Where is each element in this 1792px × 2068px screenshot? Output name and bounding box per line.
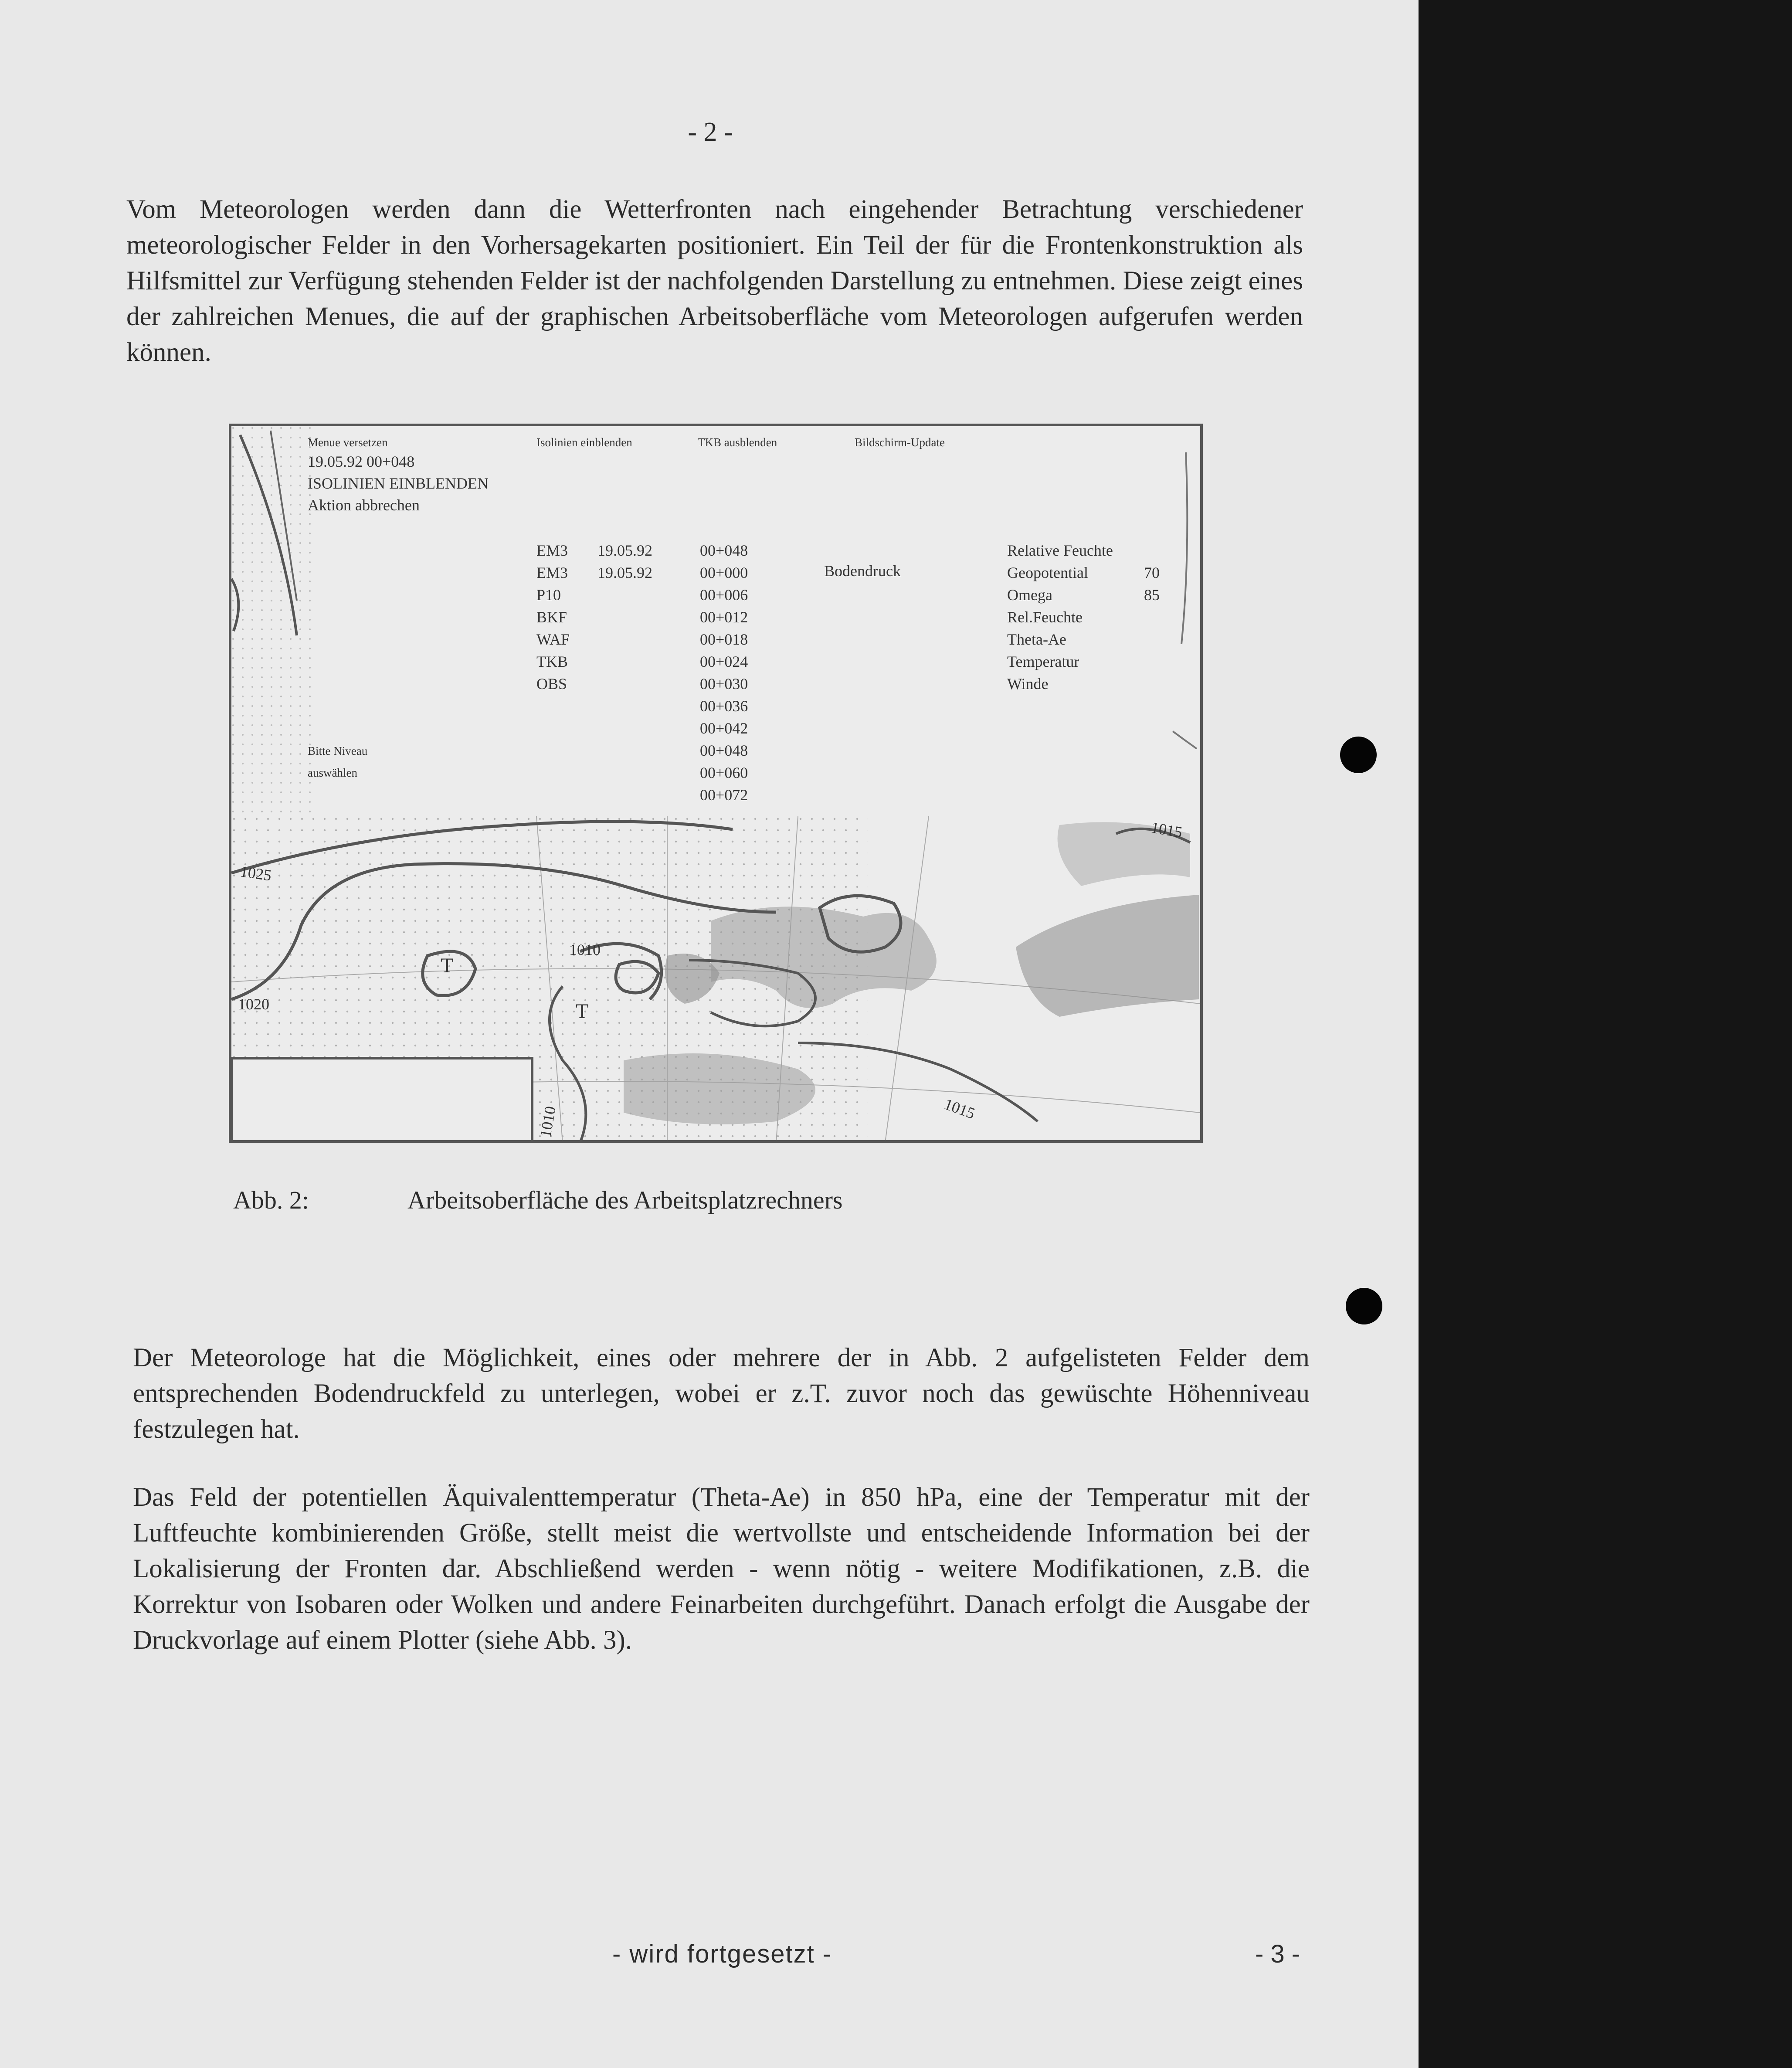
model-list	[536, 540, 570, 695]
forecast-time-option[interactable]: 00+072	[700, 786, 748, 804]
field-option[interactable]: Rel.Feuchte	[1007, 608, 1083, 626]
binder-background	[1419, 0, 1792, 2068]
land-mass-east	[1016, 895, 1199, 1017]
field-surface-pressure-option[interactable]: Bodendruck	[824, 562, 901, 580]
model-option[interactable]: EM3	[536, 564, 568, 581]
field-option[interactable]: Omega	[1007, 586, 1052, 604]
paragraph-fields: Der Meteorologe hat die Möglichkeit, eines oder mehrere der in Abb. 2 aufgelisteten Felder dem entsprechenden Bodendruckfeld zu unterlegen, wobei er z.T. zuvor noch das gewüschte Höhenniveau festzulegen hat.	[133, 1343, 1310, 1444]
figure-caption-label: Abb. 2:	[233, 1186, 309, 1214]
level-list	[1134, 562, 1160, 606]
cancel-action-button[interactable]: Aktion abbrechen	[308, 496, 420, 514]
field-list	[1007, 540, 1113, 695]
menu-panel	[231, 426, 1200, 816]
forecast-time-option[interactable]: 00+006	[700, 586, 748, 604]
forecast-time-option[interactable]: 00+018	[700, 631, 748, 648]
punch-hole	[1346, 1288, 1382, 1324]
field-option[interactable]: Temperatur	[1007, 653, 1079, 670]
date-list	[597, 540, 652, 584]
punch-hole	[1340, 737, 1377, 773]
date-option[interactable]: 19.05.92	[597, 564, 652, 581]
date-option[interactable]: 19.05.92	[597, 542, 652, 559]
field-option[interactable]: Theta-Ae	[1007, 631, 1066, 648]
status-action: ISOLINIEN EINBLENDEN	[308, 475, 489, 492]
model-option[interactable]: BKF	[536, 608, 567, 626]
forecast-time-list	[700, 540, 748, 806]
isobar-label-1015-northeast: 1015	[1150, 818, 1184, 841]
prompt-line-1: Bitte Niveau	[308, 744, 368, 757]
tkb-hide-button[interactable]: TKB ausblenden	[698, 436, 777, 449]
weather-map[interactable]	[231, 816, 1200, 1143]
paragraph-intro: Vom Meteorologen werden dann die Wetterfronten nach eingehender Betrachtung verschiedener meteorologischer Felder in den Vorhersagekarten positioniert. Ein Teil der für die Frontenkonstruktion als Hilfsmittel zur Verfügung stehenden Felder ist der nachfolgenden Darstellung zu entnehmen. Diese zeigt eines der zahlreichen Menues, die auf der graphischen Arbeitsoberfläche vom Meteorologen aufgerufen werden können.	[126, 195, 1303, 367]
model-option[interactable]: WAF	[536, 631, 570, 648]
isobar-label-1010-southwest: 1010	[536, 1105, 559, 1139]
forecast-time-option[interactable]: 00+012	[700, 608, 748, 626]
footer-continued: - wird fortgesetzt -	[612, 1940, 832, 1968]
status-datetime: 19.05.92 00+048	[308, 453, 415, 470]
menu-move-button[interactable]: Menue versetzen	[308, 436, 388, 449]
isolines-show-button[interactable]: Isolinien einblenden	[536, 436, 632, 449]
low-pressure-symbol: T	[576, 1000, 589, 1023]
map-graphic	[231, 816, 1200, 1143]
forecast-time-option[interactable]: 00+000	[700, 564, 748, 581]
figure-workstation-screen	[229, 424, 1203, 1143]
legend-box	[231, 1058, 532, 1143]
forecast-time-option[interactable]: 00+048	[700, 742, 748, 759]
forecast-time-option[interactable]: 00+036	[700, 697, 748, 715]
low-pressure-symbol: T	[441, 954, 454, 977]
page-number-top: - 2 -	[688, 117, 733, 147]
isobar-label-1010: 1010	[569, 941, 601, 958]
footer-next-page: - 3 -	[1255, 1940, 1300, 1968]
figure-caption-text: Arbeitsoberfläche des Arbeitsplatzrechners	[407, 1186, 843, 1214]
level-option[interactable]: 70	[1144, 564, 1160, 581]
model-option[interactable]: TKB	[536, 653, 568, 670]
isobar-label-1020: 1020	[238, 995, 269, 1013]
level-option[interactable]: 85	[1144, 586, 1160, 604]
field-option[interactable]: Geopotential	[1007, 564, 1088, 581]
forecast-time-option[interactable]: 00+042	[700, 720, 748, 737]
forecast-time-option[interactable]: 00+030	[700, 675, 748, 693]
model-option[interactable]: OBS	[536, 675, 567, 693]
isobar-label-1025: 1025	[239, 863, 273, 884]
screen-update-button[interactable]: Bildschirm-Update	[855, 436, 945, 449]
forecast-time-option[interactable]: 00+048	[700, 542, 748, 559]
field-option[interactable]: Relative Feuchte	[1007, 542, 1113, 559]
forecast-time-option[interactable]: 00+024	[700, 653, 748, 670]
paragraph-theta-ae: Das Feld der potentiellen Äquivalenttemperatur (Theta-Ae) in 850 hPa, eine der Temperatur mit der Luftfeuchte kombinierenden Größe, stellt meist die wertvollste und entscheidende Information bei der Lokalisierung der Fronten dar. Abschließend werden - wenn nötig - weitere Modifikationen, z.B. die Korrektur von Isobaren oder Wolken und andere Feinarbeiten durchgeführt. Danach erfolgt die Ausgabe der Druckvorlage auf einem Plotter (siehe Abb. 3).	[133, 1483, 1310, 1655]
prompt-line-2: auswählen	[308, 766, 357, 779]
model-option[interactable]: EM3	[536, 542, 568, 559]
field-option[interactable]: Winde	[1007, 675, 1049, 693]
forecast-time-option[interactable]: 00+060	[700, 764, 748, 781]
isobar-label-1015-south: 1015	[942, 1095, 977, 1123]
model-option[interactable]: P10	[536, 586, 561, 604]
